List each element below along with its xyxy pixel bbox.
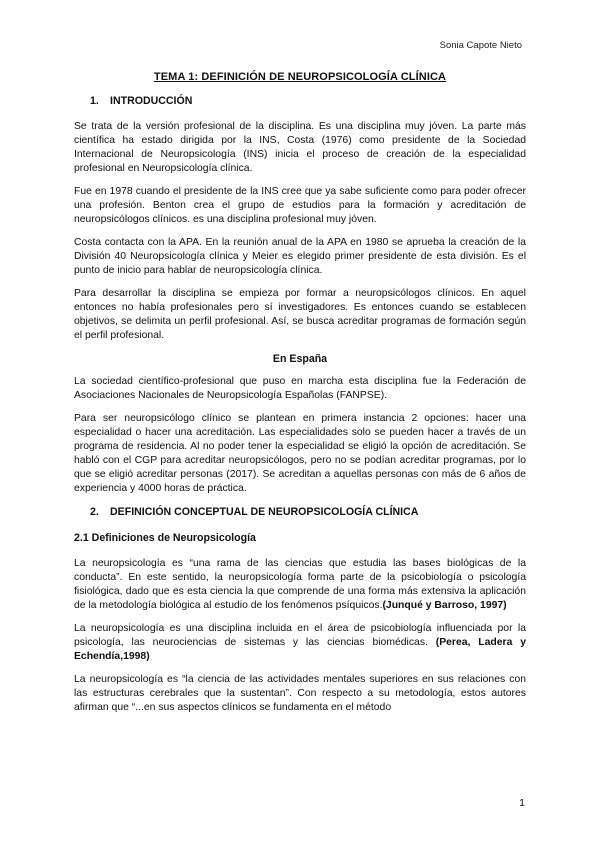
section-1-number: 1. [90, 95, 99, 107]
paragraph-definition-2-text: La neuropsicología es una disciplina incluida en el área de psicobiología influenciada por la psicología, las neurociencias de sistemas y las ciencias biomédicas. [74, 623, 526, 648]
citation-junque-barroso: (Junqué y Barroso, 1997) [382, 600, 507, 611]
paragraph-intro-2: Fue en 1978 cuando el presidente de la INS cree que ya sabe suficiente como para poder ofrecer una profesión. Benton crea el grupo de estudios para la formación y acreditación de neuropsicólogos clínicos. es una disciplina profesional muy jóven. [74, 186, 526, 225]
section-2-number: 2. [90, 506, 99, 518]
spain-heading: En España [272, 353, 328, 365]
document-body [74, 70, 526, 724]
paragraph-spain-2: Para ser neuropsicólogo clínico se plantean en primera instancia 2 opciones: hacer una especialidad o hacer una acreditación. Las especialidades solo se pueden hacer a través de un programa de residencia. Al no poder tener la especialidad se eligió la opción de acreditación. Se habló con el CGP para acreditar neuropsicólogos, pero no se podían acreditar programas, por lo que se eligió acreditar personas (2017). Se acreditan a aquellas personas con más de 6 años de experiencia y 4000 horas de práctica. [74, 413, 526, 494]
running-header-author: Sonia Capote Nieto [439, 40, 522, 51]
paragraph-spain-1: La sociedad científico-profesional que puso en marcha esta disciplina fue la Federación de Asociaciones Nacionales de Neuropsicología Españolas (FANPSE). [74, 376, 526, 401]
section-2-heading [90, 505, 526, 519]
document-title: TEMA 1: DEFINICIÓN DE NEUROPSICOLOGÍA CLÍNICA [153, 71, 447, 83]
paragraph-intro-4: Para desarrollar la disciplina se empieza por formar a neuropsicólogos clínicos. En aquel entonces no había profesionales pero sí investigadores. Es entonces cuando se establecen objetivos, se delimita un perfil profesional. Así, se busca acreditar programas de formación según el perfil profesional. [74, 288, 526, 341]
paragraph-definition-3-text: La neuropsicología es “la ciencia de las actividades mentales superiores en sus relaciones con las estructuras cerebrales que la sustentan”. Con respecto a su metodología, estos autores afirman que “...en sus aspectos clínicos se fundamenta en el método [74, 674, 526, 713]
paragraph-definition-3 [74, 673, 526, 715]
subsection-2-1-heading: 2.1 Definiciones de Neuropsicología [74, 532, 256, 544]
section-1-heading [90, 94, 526, 108]
paragraph-definition-1 [74, 557, 526, 613]
page-number: 1 [519, 797, 525, 809]
section-1-title: INTRODUCCIÓN [110, 95, 193, 107]
paragraph-intro-3: Costa contacta con la APA. En la reunión anual de la APA en 1980 se aprueba la creación de la División 40 Neuropsicología clínica y Meier es elegido primer presidente de esta división. Es el punto de inicio para hablar de neuropsicología clínica. [74, 237, 526, 276]
section-2-title: DEFINICIÓN CONCEPTUAL DE NEUROPSICOLOGÍA CLÍNICA [110, 506, 419, 518]
paragraph-intro-1: Se trata de la versión profesional de la disciplina. Es una disciplina muy jóven. La parte más científica ha estado dirigida por la INS, Costa (1976) como presidente de la Sociedad Internacional de Neuropsicología (INS) inicia el proceso de creación de la especialidad profesional en Neuropsicología clínica. [74, 121, 526, 174]
paragraph-definition-2 [74, 622, 526, 664]
citation-perea-ladera: (Perea, Ladera y Echendía,1998) [74, 637, 526, 662]
paragraph-definition-1-text: La neuropsicología es “una rama de las ciencias que estudia las bases biológicas de la conducta”. En este sentido, la neuropsicología forma parte de la psicobiología o psicología fisiológica, dado que es esta ciencia la que comprende de una forma más extensiva la aplicación de la metodología biológica al estudio de los fenómenos psíquicos. [74, 558, 526, 611]
